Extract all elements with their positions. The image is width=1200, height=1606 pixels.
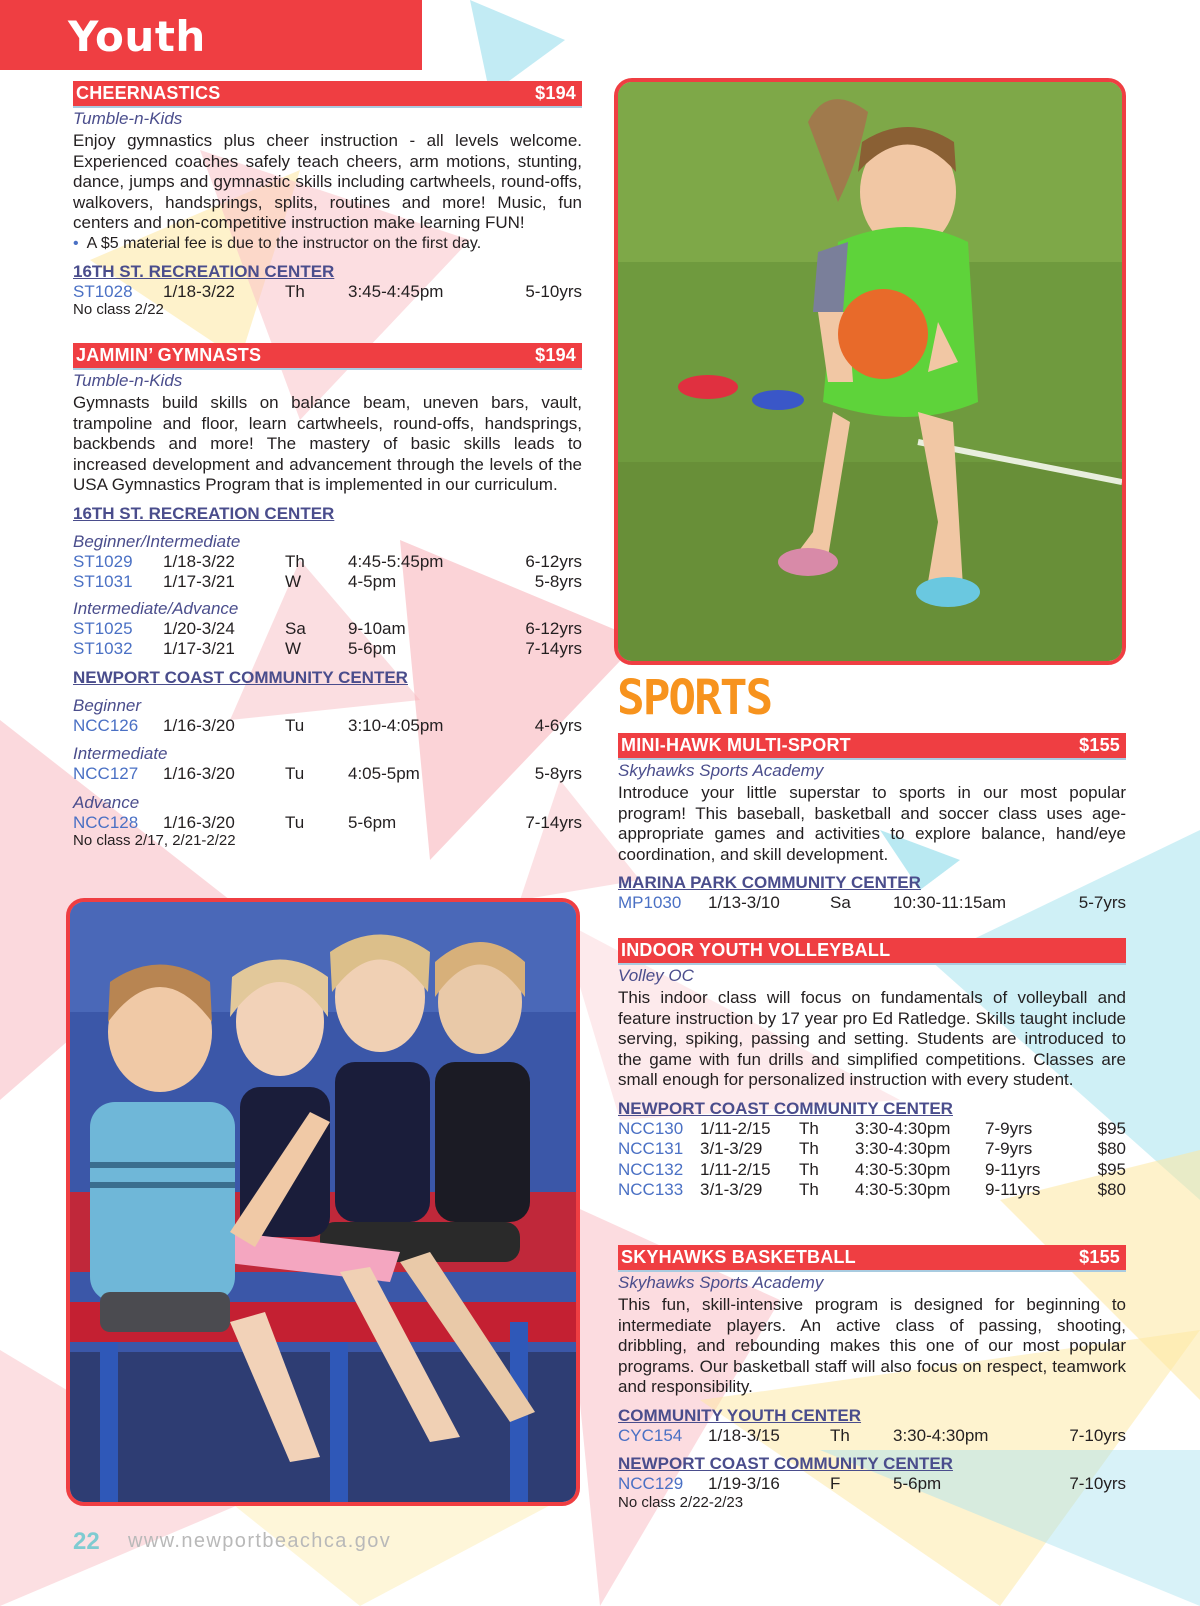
course-dates: 3/1-3/29 xyxy=(700,1180,763,1199)
course-code[interactable]: NCC127 xyxy=(73,764,139,783)
table-row xyxy=(73,764,582,785)
basketball-location-1: COMMUNITY YOUTH CENTER xyxy=(618,1405,862,1425)
sports-heading: SPORTS xyxy=(617,668,772,726)
minihawk-provider: Skyhawks Sports Academy xyxy=(618,761,824,780)
volleyball-location: NEWPORT COAST COMMUNITY CENTER xyxy=(618,1098,953,1118)
course-code[interactable]: ST1031 xyxy=(73,572,133,591)
course-age: 4-6yrs xyxy=(534,715,582,735)
course-day: Sa xyxy=(285,618,306,638)
website-link[interactable]: www.newportbeachca.gov xyxy=(128,1530,392,1552)
course-day: F xyxy=(830,1474,841,1493)
course-day: W xyxy=(285,572,302,591)
course-age: 9-11yrs xyxy=(985,1180,1041,1199)
table-row xyxy=(618,1119,1126,1140)
course-time: 5-6pm xyxy=(893,1474,942,1493)
course-day: W xyxy=(285,639,302,658)
minihawk-header xyxy=(618,733,1126,760)
course-age: 5-10yrs xyxy=(525,281,582,301)
volleyball-block xyxy=(618,938,1126,1201)
course-time: 3:30-4:30pm xyxy=(855,1118,951,1138)
cheernastics-note: No class 2/22 xyxy=(73,301,164,318)
cheernastics-bullet xyxy=(73,234,582,254)
course-day: Th xyxy=(799,1139,819,1158)
volleyball-header xyxy=(618,938,1126,965)
minihawk-description: Introduce your little superstar to sports in our most popular program! This baseball, basketball and soccer class uses age-appropriate games and activities to explore balance, hand/eye coordination, and skill development. xyxy=(618,783,1126,864)
course-dates: 1/16-3/20 xyxy=(163,764,235,783)
course-age: 7-14yrs xyxy=(525,639,582,658)
course-code[interactable]: NCC131 xyxy=(618,1139,684,1158)
table-row xyxy=(618,1426,1126,1447)
course-dates: 1/18-3/22 xyxy=(163,281,235,301)
course-price: $95 xyxy=(1097,1118,1126,1138)
course-age: 7-10yrs xyxy=(1069,1425,1126,1445)
course-time: 5-6pm xyxy=(348,639,397,658)
jammin-provider: Tumble-n-Kids xyxy=(73,371,183,390)
course-time: 5-6pm xyxy=(348,812,397,832)
table-row xyxy=(618,1180,1126,1201)
course-day: Tu xyxy=(285,764,305,783)
table-row xyxy=(73,639,582,660)
course-code[interactable]: NCC132 xyxy=(618,1159,684,1179)
table-row xyxy=(73,282,582,303)
cheernastics-location: 16TH ST. RECREATION CENTER xyxy=(73,261,335,281)
course-age: 7-10yrs xyxy=(1069,1474,1126,1493)
course-price: $80 xyxy=(1097,1139,1126,1158)
minihawk-location: MARINA PARK COMMUNITY CENTER xyxy=(618,873,921,892)
volleyball-title: INDOOR YOUTH VOLLEYBALL xyxy=(621,940,891,960)
course-code[interactable]: CYC154 xyxy=(618,1425,683,1445)
course-code[interactable]: NCC128 xyxy=(73,812,139,832)
cheernastics-header xyxy=(73,81,582,108)
cheernastics-provider: Tumble-n-Kids xyxy=(73,109,183,128)
course-dates: 1/19-3/16 xyxy=(708,1474,780,1493)
page-number: 22 xyxy=(73,1528,100,1555)
basketball-header xyxy=(618,1245,1126,1272)
jammin-level-5: Advance xyxy=(73,792,140,812)
jammin-description: Gymnasts build skills on balance beam, uneven bars, vault, trampoline and floor, learn cartwheels, round-offs, handsprings, backbends and more! The mastery of basic skills leads to increased development and advancement through the levels of the USA Gymnastics Program that is implemented in our curriculum. xyxy=(73,393,582,494)
course-day: Th xyxy=(285,281,305,301)
course-time: 3:10-4:05pm xyxy=(348,715,444,735)
course-day: Th xyxy=(799,1180,819,1199)
course-code[interactable]: NCC126 xyxy=(73,715,139,735)
course-dates: 1/18-3/15 xyxy=(708,1425,780,1445)
basketball-provider: Skyhawks Sports Academy xyxy=(618,1273,824,1292)
course-dates: 1/17-3/21 xyxy=(163,572,235,591)
course-time: 4:30-5:30pm xyxy=(855,1159,951,1179)
course-age: 7-14yrs xyxy=(525,812,582,832)
photo-gymnasts xyxy=(66,898,580,1506)
course-code[interactable]: NCC129 xyxy=(618,1474,684,1493)
course-time: 3:30-4:30pm xyxy=(855,1139,951,1158)
jammin-level-4: Intermediate xyxy=(73,744,168,763)
course-dates: 1/11-2/15 xyxy=(700,1159,771,1179)
course-code[interactable]: NCC133 xyxy=(618,1180,684,1199)
section-title: Youth xyxy=(68,12,206,61)
course-price: $80 xyxy=(1097,1180,1126,1199)
course-price: $95 xyxy=(1097,1159,1126,1179)
course-dates: 3/1-3/29 xyxy=(700,1139,763,1158)
course-day: Sa xyxy=(830,893,851,912)
course-age: 9-11yrs xyxy=(985,1159,1041,1179)
basketball-block xyxy=(618,1245,1126,1510)
course-code[interactable]: NCC130 xyxy=(618,1118,684,1138)
jammin-location-1: 16TH ST. RECREATION CENTER xyxy=(73,503,335,523)
course-time: 10:30-11:15am xyxy=(893,893,1007,912)
course-day: Tu xyxy=(285,715,305,735)
course-time: 3:45-4:45pm xyxy=(348,281,444,301)
basketball-title: SKYHAWKS BASKETBALL xyxy=(621,1247,856,1267)
course-time: 4:45-5:45pm xyxy=(348,551,444,571)
course-day: Th xyxy=(799,1159,819,1179)
course-age: 5-7yrs xyxy=(1078,893,1126,912)
jammin-level-2: Intermediate/Advance xyxy=(73,598,239,618)
course-time: 4-5pm xyxy=(348,572,397,591)
jammin-title: JAMMIN’ GYMNASTS xyxy=(76,345,262,365)
minihawk-block xyxy=(618,733,1126,914)
cheernastics-title: CHEERNASTICS xyxy=(76,83,221,103)
course-day: Th xyxy=(799,1118,819,1138)
bullet-text: A $5 material fee is due to the instructor on the first day. xyxy=(86,234,482,252)
course-code[interactable]: ST1032 xyxy=(73,639,133,658)
jammin-header xyxy=(73,343,582,370)
photo-girl-with-ball xyxy=(614,78,1126,665)
course-dates: 1/16-3/20 xyxy=(163,715,235,735)
course-age: 6-12yrs xyxy=(525,618,582,638)
jammin-price: $194 xyxy=(535,345,576,365)
table-row xyxy=(73,716,582,737)
table-row xyxy=(73,619,582,640)
course-time: 3:30-4:30pm xyxy=(893,1425,989,1445)
course-age: 7-9yrs xyxy=(985,1139,1033,1158)
course-dates: 1/20-3/24 xyxy=(163,618,235,638)
volleyball-description: This indoor class will focus on fundamentals of volleyball and feature instruction by 17 year pro Ed Ratledge. Skills taught include serving, spiking, passing and setting. Students are introduced to the game with fun drills and simplified competitions. Classes are small enough for personalized instruction with every student. xyxy=(618,988,1126,1089)
course-dates: 1/18-3/22 xyxy=(163,551,235,571)
course-code[interactable]: ST1029 xyxy=(73,551,133,571)
course-dates: 1/11-2/15 xyxy=(700,1118,771,1138)
minihawk-title: MINI-HAWK MULTI-SPORT xyxy=(621,735,851,755)
course-age: 5-8yrs xyxy=(534,764,582,783)
jammin-level-1: Beginner/Intermediate xyxy=(73,531,241,551)
course-time: 4:05-5pm xyxy=(348,764,420,783)
bullet-dot-icon: • xyxy=(73,234,79,252)
course-day: Th xyxy=(830,1425,850,1445)
course-code[interactable]: ST1025 xyxy=(73,618,133,638)
course-dates: 1/17-3/21 xyxy=(163,639,235,658)
cheernastics-description: Enjoy gymnastics plus cheer instruction - all levels welcome. Experienced coaches safely teach cheers, arm motions, stunting, dance, jumps and gymnastic skills including cartwheels, round-offs, walkovers, handsprings, splits, routines and more! Music, fun centers and non-competitive instruction make learning FUN! xyxy=(73,131,582,232)
minihawk-price: $155 xyxy=(1079,735,1120,755)
table-row xyxy=(618,1139,1126,1160)
jammin-block xyxy=(73,343,582,848)
cheernastics-price: $194 xyxy=(535,83,576,103)
course-age: 5-8yrs xyxy=(534,572,582,591)
table-row xyxy=(73,572,582,593)
table-row xyxy=(73,552,582,573)
basketball-price: $155 xyxy=(1079,1247,1120,1267)
gymnasts-illustration xyxy=(70,902,576,1502)
jammin-level-3: Beginner xyxy=(73,695,142,715)
basketball-description: This fun, skill-intensive program is designed for beginning to intermediate players. An active class of passing, shooting, dribbling, and rebounding makes this one of our most popular programs. Our basketball staff will also focus on respect, teamwork and responsibility. xyxy=(618,1295,1126,1396)
course-dates: 1/16-3/20 xyxy=(163,812,235,832)
course-age: 6-12yrs xyxy=(525,551,582,571)
girl-ball-illustration xyxy=(618,82,1122,661)
course-day: Tu xyxy=(285,812,305,832)
table-row xyxy=(618,893,1126,914)
course-day: Th xyxy=(285,551,305,571)
cheernastics-block xyxy=(73,81,582,317)
section-tab xyxy=(0,0,422,70)
table-row xyxy=(618,1160,1126,1181)
volleyball-provider: Volley OC xyxy=(618,966,694,985)
course-code[interactable]: MP1030 xyxy=(618,893,682,912)
course-age: 7-9yrs xyxy=(985,1118,1033,1138)
course-time: 9-10am xyxy=(348,618,406,638)
jammin-location-2: NEWPORT COAST COMMUNITY CENTER xyxy=(73,667,408,687)
table-row xyxy=(73,813,582,834)
course-time: 4:30-5:30pm xyxy=(855,1180,951,1199)
basketball-note: No class 2/22-2/23 xyxy=(618,1493,744,1511)
table-row xyxy=(618,1474,1126,1495)
course-code[interactable]: ST1028 xyxy=(73,281,133,301)
course-dates: 1/13-3/10 xyxy=(708,893,780,912)
basketball-location-2: NEWPORT COAST COMMUNITY CENTER xyxy=(618,1454,953,1473)
jammin-note: No class 2/17, 2/21-2/22 xyxy=(73,832,236,849)
